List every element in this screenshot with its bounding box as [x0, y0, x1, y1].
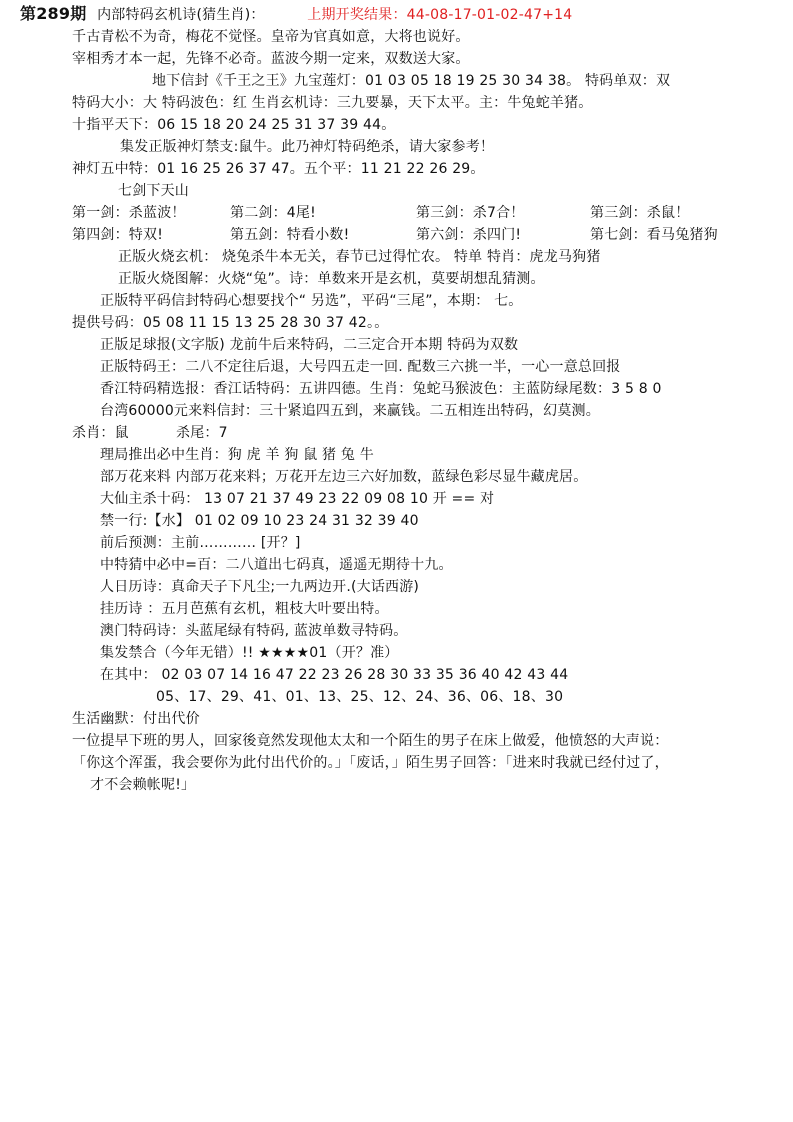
issue-number: 第289期 — [20, 4, 87, 23]
text-line: 澳门特码诗：头蓝尾绿有特码, 蓝波单数寻特码。 — [100, 623, 408, 639]
sword-3b: 第三剑：杀鼠！ — [590, 205, 690, 221]
sword-2: 第二剑：4尾! — [230, 205, 316, 221]
section-title: 七剑下天山 — [118, 183, 189, 199]
text-line: 台湾60000元来料信封：三十紧追四五到，来赢钱。二五相连出特码，幻莫测。 — [100, 403, 600, 419]
text-line: 正版特平码信封特码心想要找个“ 另选”，平码“三尾”，本期： 七。 — [100, 293, 523, 309]
text-line: 部万花来料 内部万花来料；万花开左边三六好加数，蓝绿色彩尽显牛藏虎居。 — [100, 469, 588, 485]
kill-tail: 杀尾：7 — [176, 425, 228, 441]
text-line: 宰相秀才本一起，先锋不必奇。蓝波今期一定来，双数送大家。 — [72, 51, 470, 67]
text-line: 神灯五中特：01 16 25 26 37 47。五个平：11 21 22 26 29。 — [72, 161, 485, 177]
text-line: 提供号码：05 08 11 15 13 25 28 30 37 42。。 — [72, 315, 389, 331]
text-line: 中特猜中必中=百：二八道出七码真，遥遥无期待十九。 — [100, 557, 453, 573]
sword-3: 第三剑：杀7合！ — [416, 205, 525, 221]
sword-4: 第四剑：特双! — [72, 227, 164, 243]
text-line: 前后预测：主前………… [开？] — [100, 535, 301, 551]
text-line: 特码大小：大 特码波色：红 生肖玄机诗：三九要暴，天下太平。主：牛兔蛇羊猪。 — [72, 95, 593, 111]
joke-title: 生活幽默：付出代价 — [72, 711, 200, 727]
text-line: 大仙主杀十码： 13 07 21 37 49 23 22 09 08 10 开 == 对 — [100, 491, 495, 507]
text-line: 十指平天下：06 15 18 20 24 25 31 37 39 44。 — [72, 117, 396, 133]
text-line: 集发禁合（今年无错）!! ★★★★01（开？准） — [100, 645, 399, 661]
result-label: 上期开奖结果： — [307, 7, 407, 23]
text-line: 05、17、29、41、01、13、25、12、24、36、06、18、30 — [156, 689, 564, 705]
sword-7: 第七剑：看马兔猪狗 — [590, 227, 718, 243]
result-value: 44-08-17-01-02-47+14 — [406, 7, 573, 23]
header-title: 内部特码玄机诗(猜生肖)： — [97, 7, 265, 23]
text-line: 在其中： 02 03 07 14 16 47 22 23 26 28 30 33 35 36 40 42 43 44 — [100, 667, 569, 683]
text-line: 正版足球报(文字版) 龙前牛后来特码，二三定合开本期 特码为双数 — [100, 337, 519, 353]
text-line: 集发正版神灯禁支:鼠牛。此乃神灯特码绝杀，请大家参考！ — [120, 139, 495, 155]
text-line: 人日历诗：真命天子下凡尘;一九两边开.(大话西游) — [100, 579, 420, 595]
sword-6: 第六剑：杀四门! — [416, 227, 522, 243]
text-line: 正版火烧图解：火烧“兔”。诗：单数来开是玄机，莫要胡想乱猜测。 — [118, 271, 545, 287]
joke-line: 「你这个浑蛋，我会要你为此付出代价的。」「废话，」陌生男子回答：「进来时我就已经付过了， — [72, 755, 669, 771]
text-line: 禁一行:【水】 01 02 09 10 23 24 31 32 39 40 — [100, 513, 419, 529]
joke-line: 一位提早下班的男人，回家後竟然发现他太太和一个陌生的男子在床上做爱，他愤怒的大声说： — [72, 733, 669, 749]
joke-line: 才不会赖帐呢!」 — [90, 777, 196, 793]
text-line: 正版特码王：二八不定往后退，大号四五走一回. 配数三六挑一半，一心一意总回报 — [100, 359, 621, 375]
text-line: 挂历诗 ：五月芭蕉有玄机，粗枝大叶要出特。 — [100, 601, 389, 617]
text-line: 正版火烧玄机： 烧兔杀牛本无关，春节已过得忙农。 特单 特肖：虎龙马狗猪 — [118, 249, 601, 265]
header-row — [20, 4, 572, 25]
text-line: 地下信封《千王之王》九宝莲灯：01 03 05 18 19 25 30 34 38。 特码单双：双 — [152, 73, 671, 89]
sword-1: 第一剑：杀蓝波！ — [72, 205, 186, 221]
text-line: 香江特码精选报：香江话特码：五讲四德。生肖：兔蛇马猴波色：主蓝防绿尾数：3 5 8 0 — [100, 381, 662, 397]
text-line: 理局推出必中生肖：狗 虎 羊 狗 鼠 猪 兔 牛 — [100, 447, 374, 463]
text-line: 千古青松不为奇，梅花不觉怪。皇帝为官真如意，大将也说好。 — [72, 29, 470, 45]
kill-zodiac: 杀肖：鼠 — [72, 425, 129, 441]
sword-5: 第五剑：特看小数! — [230, 227, 350, 243]
